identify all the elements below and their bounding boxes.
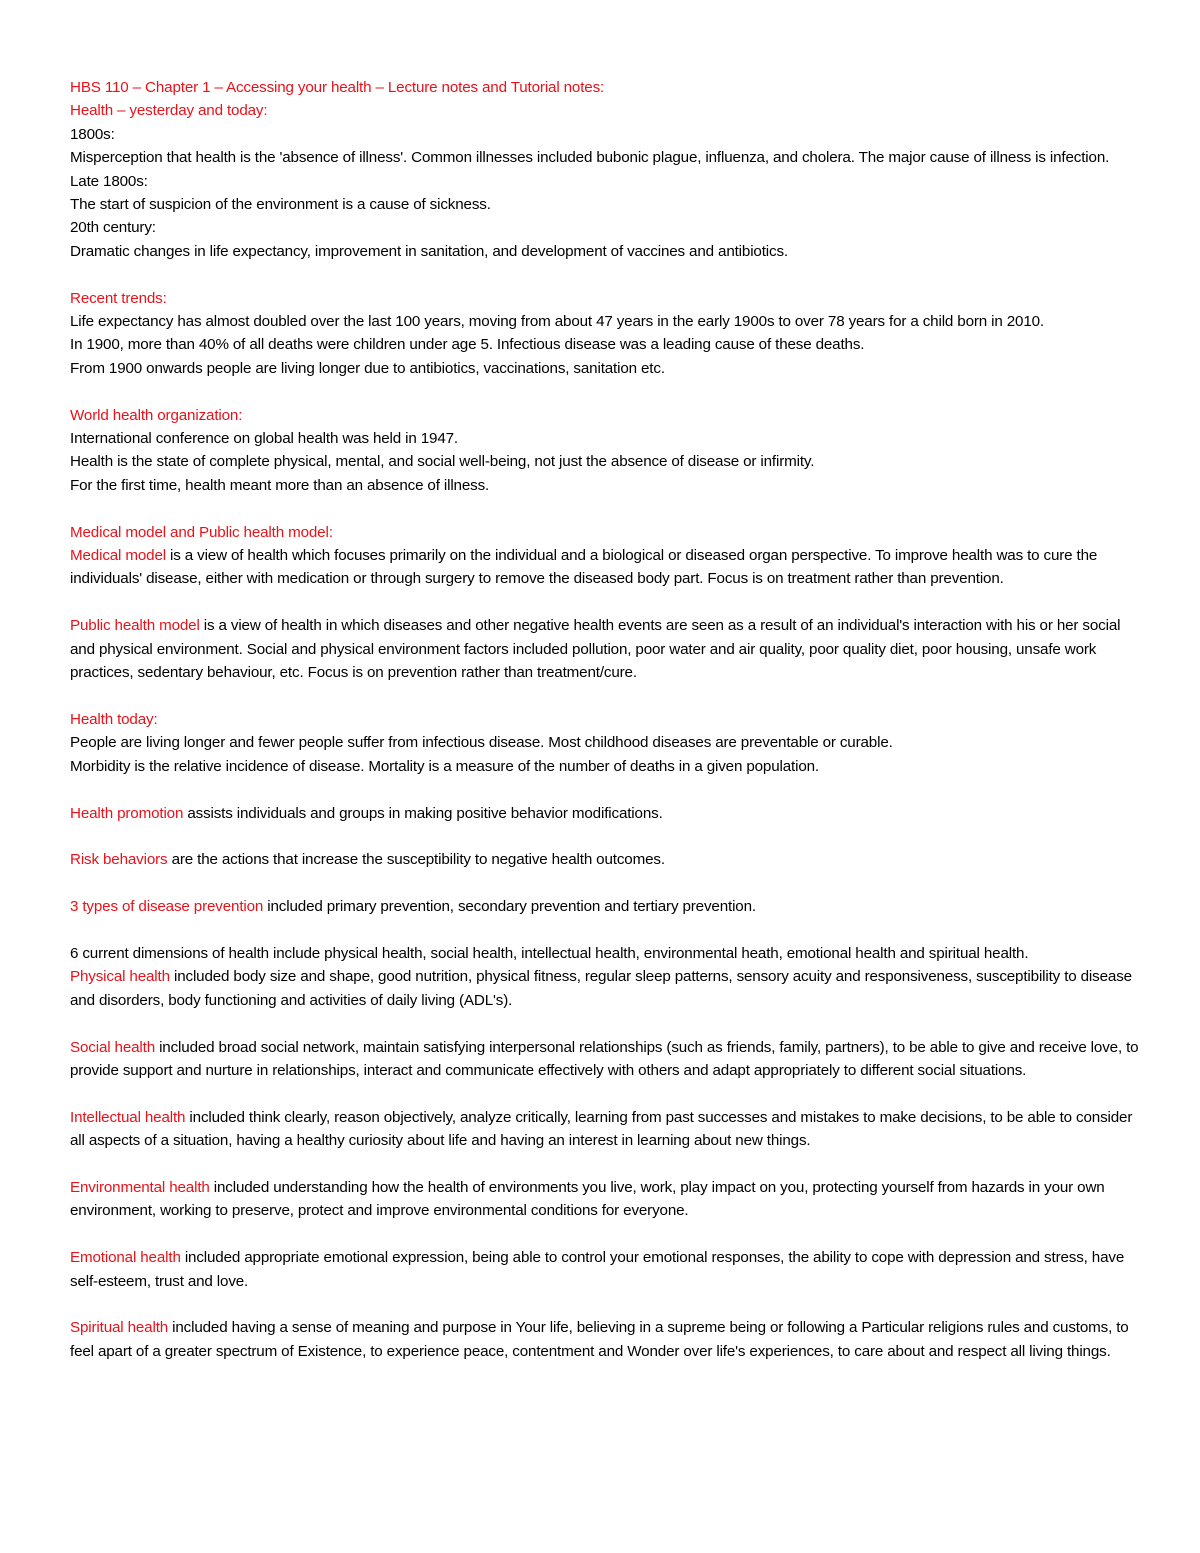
definition-emotional-health: included appropriate emotional expression, being able to control your emotional responses, the ability to cope with depression and stress, have self-esteem, trust and love. [70, 1249, 1125, 1290]
definition-social-health: included broad social network, maintain satisfying interpersonal relationships (such as friends, family, partners), to be able to give and receive love, to provide support and nurture in relationships, interact and communicate effectively with others and adapt appropriately to different social situations. [70, 1038, 1139, 1079]
term-health-promotion: Health promotion [70, 804, 184, 822]
paragraph-public-health-model [70, 614, 1140, 684]
spacer [70, 1153, 1140, 1176]
spacer [70, 919, 1140, 942]
section-heading-recent-trends: Recent trends: [70, 289, 167, 307]
paragraph-social-health [70, 1036, 1140, 1083]
paragraph-risk-behaviors [70, 848, 1140, 871]
text-line: 20th century: [70, 219, 156, 237]
section-heading-models: Medical model and Public health model: [70, 523, 333, 541]
text-line: Dramatic changes in life expectancy, improvement in sanitation, and development of vaccines and antibiotics. [70, 242, 788, 260]
spacer [70, 591, 1140, 614]
definition-physical-health: included body size and shape, good nutrition, physical fitness, regular sleep patterns, sensory acuity and responsiveness, susceptibility to disease and disorders, body functioning and activities of daily living (ADL's). [70, 968, 1132, 1009]
definition-disease-prevention: included primary prevention, secondary prevention and tertiary prevention. [263, 898, 756, 916]
paragraph-emotional-health [70, 1246, 1140, 1293]
term-physical-health: Physical health [70, 968, 170, 986]
paragraph-health-promotion [70, 802, 1140, 825]
term-risk-behaviors: Risk behaviors [70, 851, 168, 869]
definition-environmental-health: included understanding how the health of environments you live, work, play impact on you, protecting yourself from hazards in your own environment, working to preserve, protect and improve environmental conditions for everyone. [70, 1178, 1105, 1220]
definition-intellectual-health: included think clearly, reason objectively, analyze critically, learning from past successes and mistakes to make decisions, to be able to consider all aspects of a situation, having a healthy curiosity about life and having an interest in learning about new things. [70, 1108, 1133, 1150]
paragraph-physical-health [70, 965, 1140, 1012]
term-medical-model: Medical model [70, 547, 166, 565]
spacer [70, 1223, 1140, 1246]
text-line: Late 1800s: [70, 172, 148, 190]
paragraph-environmental-health [70, 1176, 1140, 1223]
spacer [70, 825, 1140, 848]
spacer [70, 778, 1140, 801]
text-line: 1800s: [70, 125, 115, 143]
text-line: Life expectancy has almost doubled over the last 100 years, moving from about 47 years in the early 1900s to over 78 years for a child born in 2010. [70, 313, 1044, 331]
spacer [70, 685, 1140, 708]
text-line: From 1900 onwards people are living longer due to antibiotics, vaccinations, sanitation etc. [70, 359, 665, 377]
definition-spiritual-health: included having a sense of meaning and purpose in Your life, believing in a supreme being or following a Particular religions rules and customs, to feel apart of a greater spectrum of Existence, to experience peace, contentment and Wonder over life's experiences, to care about and respect all living things. [70, 1319, 1129, 1360]
definition-health-promotion: assists individuals and groups in making positive behavior modifications. [183, 804, 663, 822]
spacer [70, 497, 1140, 520]
text-line: Misperception that health is the 'absence of illness'. Common illnesses included bubonic plague, influenza, and cholera. The major cause of illness is infection. [70, 149, 1110, 167]
document-page [70, 76, 1140, 1363]
term-environmental-health: Environmental health [70, 1178, 210, 1196]
paragraph-spiritual-health [70, 1316, 1140, 1363]
paragraph-intellectual-health [70, 1106, 1140, 1153]
spacer [70, 1293, 1140, 1316]
spacer [70, 263, 1140, 286]
term-emotional-health: Emotional health [70, 1249, 181, 1267]
spacer [70, 1082, 1140, 1105]
text-line: International conference on global health was held in 1947. [70, 430, 458, 448]
text-line: In 1900, more than 40% of all deaths were children under age 5. Infectious disease was a leading cause of these deaths. [70, 336, 865, 354]
term-spiritual-health: Spiritual health [70, 1319, 169, 1337]
term-public-health-model: Public health model [70, 617, 200, 635]
spacer [70, 380, 1140, 403]
paragraph-medical-model [70, 544, 1140, 591]
definition-public-health-model: is a view of health in which diseases and other negative health events are seen as a result of an individual's interaction with his or her social and physical environment. Social and physical environment factors included pollution, poor water and air quality, poor quality diet, poor housing, unsafe work practices, sedentary behaviour, etc. Focus is on prevention rather than treatment/cure. [70, 617, 1121, 682]
spacer [70, 872, 1140, 895]
spacer [70, 1012, 1140, 1035]
paragraph-disease-prevention [70, 895, 1140, 918]
definition-risk-behaviors: are the actions that increase the susceptibility to negative health outcomes. [167, 851, 665, 869]
text-line: For the first time, health meant more than an absence of illness. [70, 476, 490, 494]
definition-medical-model: is a view of health which focuses primarily on the individual and a biological or diseased organ perspective. To improve health was to cure the individuals' disease, either with medication or through surgery to remove the diseased body part. Focus is on treatment rather than prevention. [70, 547, 1098, 588]
text-line: People are living longer and fewer people suffer from infectious disease. Most childhood diseases are preventable or curable. [70, 734, 893, 752]
dimensions-intro: 6 current dimensions of health include physical health, social health, intellectual health, environmental heath, emotional health and spiritual health. [70, 944, 1029, 962]
text-line: The start of suspicion of the environment is a cause of sickness. [70, 196, 491, 214]
term-social-health: Social health [70, 1038, 156, 1056]
term-intellectual-health: Intellectual health [70, 1108, 186, 1126]
document-title: HBS 110 – Chapter 1 – Accessing your health – Lecture notes and Tutorial notes: [70, 79, 605, 96]
section-heading-who: World health organization: [70, 406, 243, 424]
term-disease-prevention: 3 types of disease prevention [70, 898, 264, 916]
section-heading-health-today: Health today: [70, 710, 158, 728]
section-heading-health-yesterday-today: Health – yesterday and today: [70, 102, 268, 120]
text-line: Health is the state of complete physical, mental, and social well-being, not just the absence of disease or infirmity. [70, 453, 815, 471]
text-line: Morbidity is the relative incidence of disease. Mortality is a measure of the number of deaths in a given population. [70, 757, 819, 775]
